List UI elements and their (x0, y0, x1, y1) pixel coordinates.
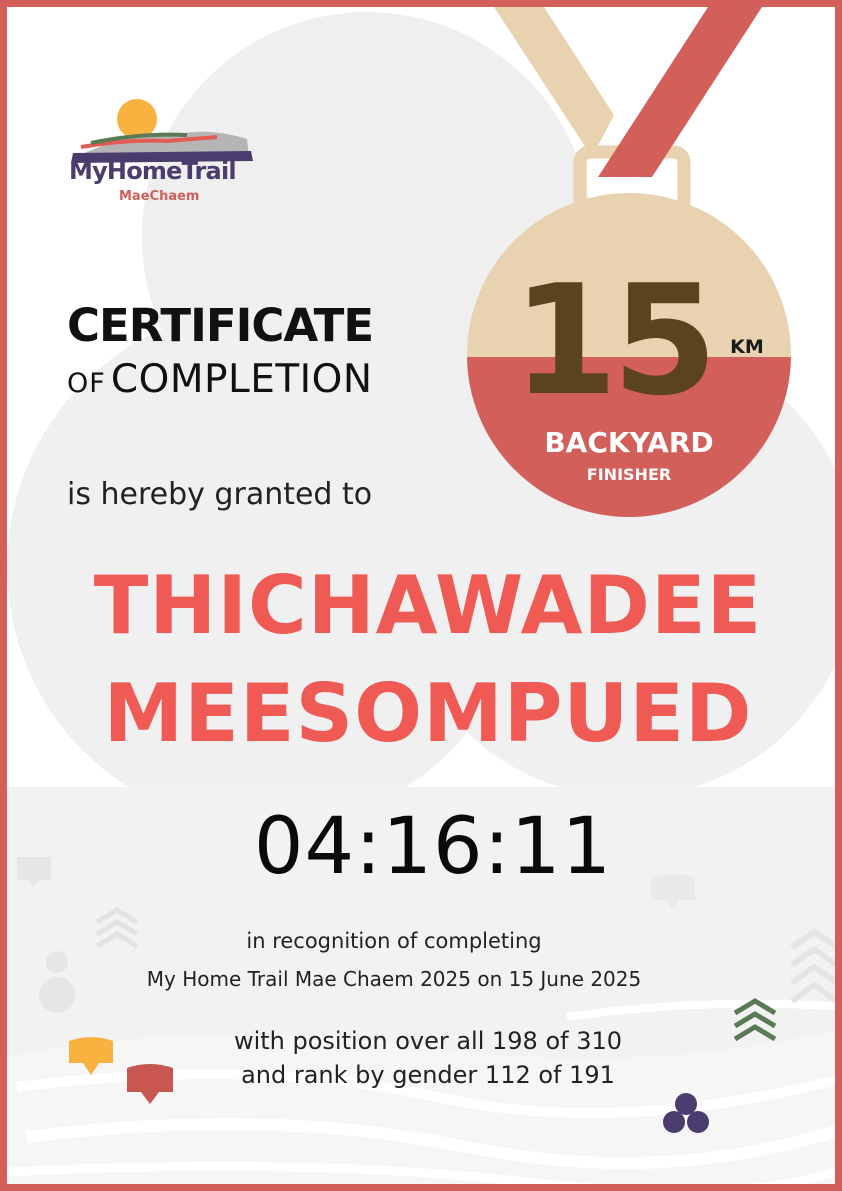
logo-subtitle: MaeChaem (119, 189, 200, 204)
finish-time: 04:16:11 (253, 802, 613, 892)
recipient-first-name: THICHAWADEE (93, 559, 763, 652)
certificate-subtitle (67, 357, 373, 402)
subtitle-completion: COMPLETION (110, 357, 373, 402)
medal-category: BACKYARD (544, 426, 714, 459)
medal-status: FINISHER (586, 465, 672, 484)
event-text: My Home Trail Mae Chaem 2025 on 15 June 2025 (146, 967, 642, 991)
medal-unit: KM (730, 336, 764, 358)
speech-bubble-red-icon (125, 1062, 175, 1106)
subtitle-of: OF (67, 368, 106, 399)
recipient-last-name: MEESOMPUED (103, 667, 753, 760)
medal-distance: 15 (512, 252, 712, 429)
gender-rank-text: and rank by gender 112 of 191 (241, 1061, 615, 1089)
recognition-text: in recognition of completing (246, 929, 542, 953)
granted-text: is hereby granted to (67, 477, 373, 512)
certificate-title: CERTIFICATE (67, 299, 374, 352)
medal-icon (462, 7, 802, 527)
cluster-purple-icon (661, 1091, 711, 1137)
overall-position-text: with position over all 198 of 310 (233, 1027, 623, 1055)
logo-wordmark: MyHomeTrail (69, 157, 236, 185)
speech-bubble-orange-icon (67, 1035, 115, 1077)
ribbon-left-icon (494, 7, 614, 157)
tree-green-icon (731, 997, 779, 1047)
